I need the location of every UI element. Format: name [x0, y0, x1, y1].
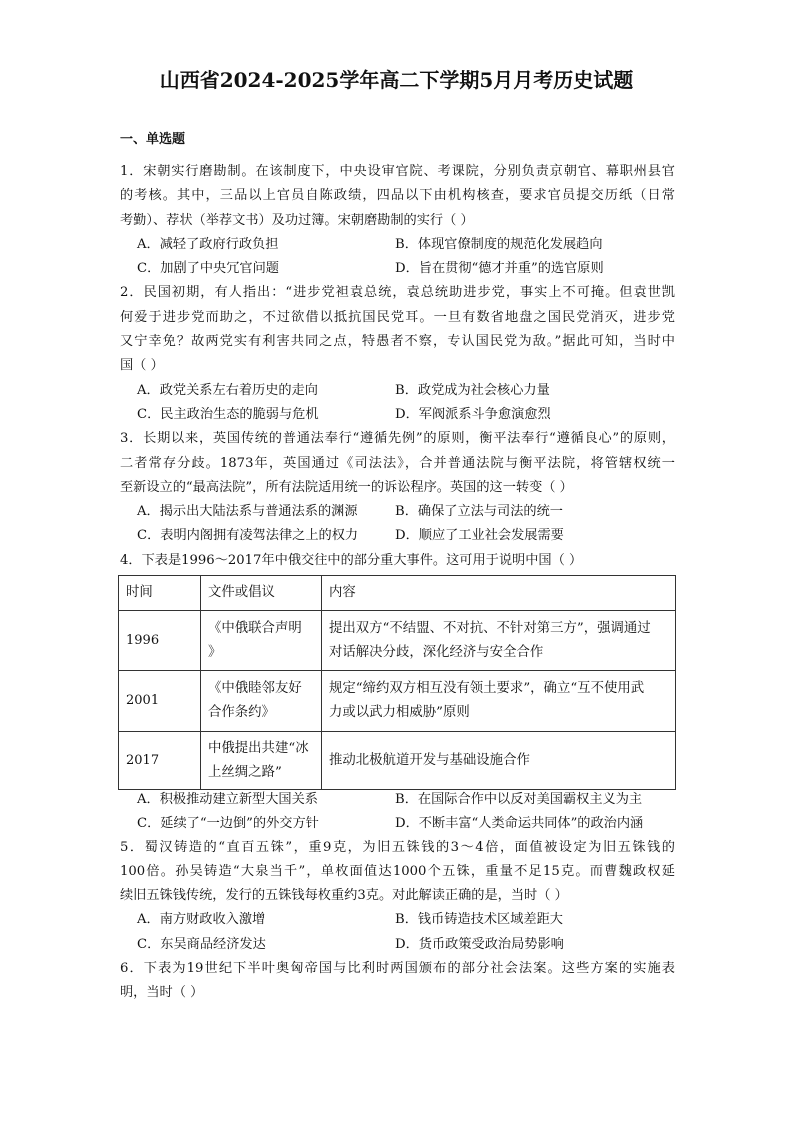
q2-option-b: B．政党成为社会核心力量	[395, 382, 550, 398]
q1-option-d: D．旨在贯彻“德才并重”的选官原则	[395, 261, 604, 277]
document-line: 上丝绸之路”	[208, 764, 282, 780]
section-heading: 一、单选题	[120, 132, 186, 147]
content-line: 推动北极航道开发与基础设施合作	[329, 752, 530, 768]
q5-option-a: A．南方财政收入激增	[137, 912, 266, 928]
q4-option-d: D．不断丰富“人类命运共同体”的政治内涵	[395, 816, 644, 832]
document-line: 《中俄联合声明	[208, 620, 302, 636]
table-cell-content	[322, 671, 676, 732]
q1-option-a: A．减轻了政府行政负担	[137, 236, 279, 252]
q4-options-row	[120, 788, 675, 812]
q3-stem-line: 3．长期以来，英国传统的普通法奉行“遵循先例”的原则，衡平法奉行“遵循良心”的原则，	[120, 431, 675, 447]
table-header-row	[119, 576, 676, 611]
table-cell-document	[201, 671, 322, 732]
q1-options-row	[120, 257, 675, 281]
q2-options-row	[120, 403, 675, 427]
q1-option-c: C．加剧了中央冗官问题	[137, 261, 279, 277]
q5-stem-line: 100倍。孙吴铸造“大泉当千”，单枚面值达1000个五铢，重量不足15克。而曹魏政权延	[120, 864, 675, 880]
table-cell-content	[322, 611, 676, 671]
page-title: 山西省2024-2025学年高二下学期5月月考历史试题	[159, 68, 634, 92]
q2-stem-line: 又宁幸免？故两党实有利害共同之点，特愚者不察，专认国民党为敌。”据此可知，当时中	[120, 334, 675, 350]
q3-options-row	[120, 524, 675, 548]
content-line: 规定“缔约双方相互没有领土要求”，确立“互不使用武	[329, 681, 645, 696]
questions-block-2	[120, 788, 675, 1005]
content-line: 力或以武力相威胁”原则	[329, 705, 470, 720]
q5-options-row	[120, 933, 675, 957]
q4-stem-line: 4．下表是1996～2017年中俄交往中的部分重大事件。这可用于说明中国（ ）	[120, 552, 583, 568]
q5-stem-line: 续旧五铢钱传统，发行的五铢钱每枚重约3克。对此解读正确的是，当时（ ）	[120, 888, 568, 904]
document-line: 》	[208, 644, 222, 660]
content-line: 提出双方“不结盟、不对抗、不针对第三方”，强调通过	[329, 620, 651, 636]
table-cell-document	[201, 611, 322, 671]
q2-stem-line: 2．民国初期，有人指出：“进步党袒袁总统，袁总统助进步党，事实上不可掩。但袁世凯	[120, 285, 675, 301]
q2-option-c: C．民主政治生态的脆弱与危机	[137, 406, 319, 422]
table-cell-year: 1996	[119, 611, 201, 671]
q2-stem-line: 国（ ）	[120, 358, 164, 374]
q5-option-c: C．东吴商品经济发达	[137, 936, 266, 952]
q4-options-row	[120, 812, 675, 836]
q5-option-b: B．钱币铸造技术区域差距大	[395, 912, 563, 928]
q4-option-c: C．延续了“一边倒”的外交方针	[137, 816, 319, 832]
document-line: 中俄提出共建“冰	[208, 740, 309, 756]
questions-block-1	[120, 160, 675, 573]
q3-stem-line: 至新设立的“最高法院”，所有法院适用统一的诉讼程序。英国的这一转变（ ）	[120, 479, 573, 495]
q3-option-d: D．顺应了工业社会发展需要	[395, 528, 564, 544]
q5-stem-line: 5．蜀汉铸造的“直百五铢”，重9克，为旧五铢钱的3～4倍，面值被设定为旧五铢钱的	[120, 840, 675, 856]
q1-stem-line: 1．宋朝实行磨勘制。在该制度下，中央设审官院、考课院，分别负责京朝官、幕职州县官	[120, 164, 675, 179]
q1-option-b: B．体现官僚制度的规范化发展趋向	[395, 236, 603, 252]
q2-options-row	[120, 379, 675, 403]
table-header-document: 文件或倡议	[201, 576, 322, 611]
q3-options-row	[120, 500, 675, 524]
table-row	[119, 671, 676, 732]
table-row	[119, 732, 676, 790]
q4-option-a: A．积极推动建立新型大国关系	[137, 792, 318, 807]
content-line: 对话解决分歧，深化经济与安全合作	[329, 644, 544, 660]
table-cell-year: 2001	[119, 671, 201, 732]
q3-option-c: C．表明内阁拥有凌驾法律之上的权力	[137, 528, 359, 544]
q2-option-a: A．政党关系左右着历史的走向	[137, 382, 318, 398]
table-cell-document	[201, 732, 322, 790]
q6-stem-line: 明，当时（ ）	[120, 984, 204, 1000]
q4-option-b: B．在国际合作中以反对美国霸权主义为主	[395, 792, 643, 807]
document-line: 《中俄睦邻友好	[208, 681, 302, 696]
q2-option-d: D．军阀派系斗争愈演愈烈	[395, 406, 551, 422]
q3-option-a: A．揭示出大陆法系与普通法系的渊源	[137, 504, 358, 520]
table-cell-content	[322, 732, 676, 790]
q3-option-b: B．确保了立法与司法的统一	[395, 504, 563, 520]
q3-stem-line: 二者常存分歧。1873年，英国通过《司法法》，合并普通法院与衡平法院，将管辖权统一	[120, 455, 675, 471]
table-header-content: 内容	[322, 576, 676, 611]
table-row	[119, 611, 676, 671]
q6-stem-line: 6．下表为19世纪下半叶奥匈帝国与比利时两国颁布的部分社会法案。这些方案的实施表	[120, 960, 675, 976]
q5-option-d: D．货币政策受政治局势影响	[395, 936, 564, 952]
q1-stem-line: 的考核。其中，三品以上官员自陈政绩，四品以下由机构核查，要求官员提交历纸（日常	[120, 188, 675, 204]
q5-options-row	[120, 908, 675, 932]
q1-stem-line: 考勤）、荐状（举荐文书）及功过簿。宋朝磨勘制的实行（ ）	[120, 212, 474, 228]
q1-options-row	[120, 233, 675, 257]
q4-events-table	[118, 575, 676, 790]
document-line: 合作条约》	[208, 705, 275, 720]
q2-stem-line: 何爱于进步党而助之，不过欲借以抵抗国民党耳。一旦有数省地盘之国民党消灭，进步党	[120, 309, 675, 325]
table-cell-year: 2017	[119, 732, 201, 790]
table-header-time: 时间	[119, 576, 201, 611]
